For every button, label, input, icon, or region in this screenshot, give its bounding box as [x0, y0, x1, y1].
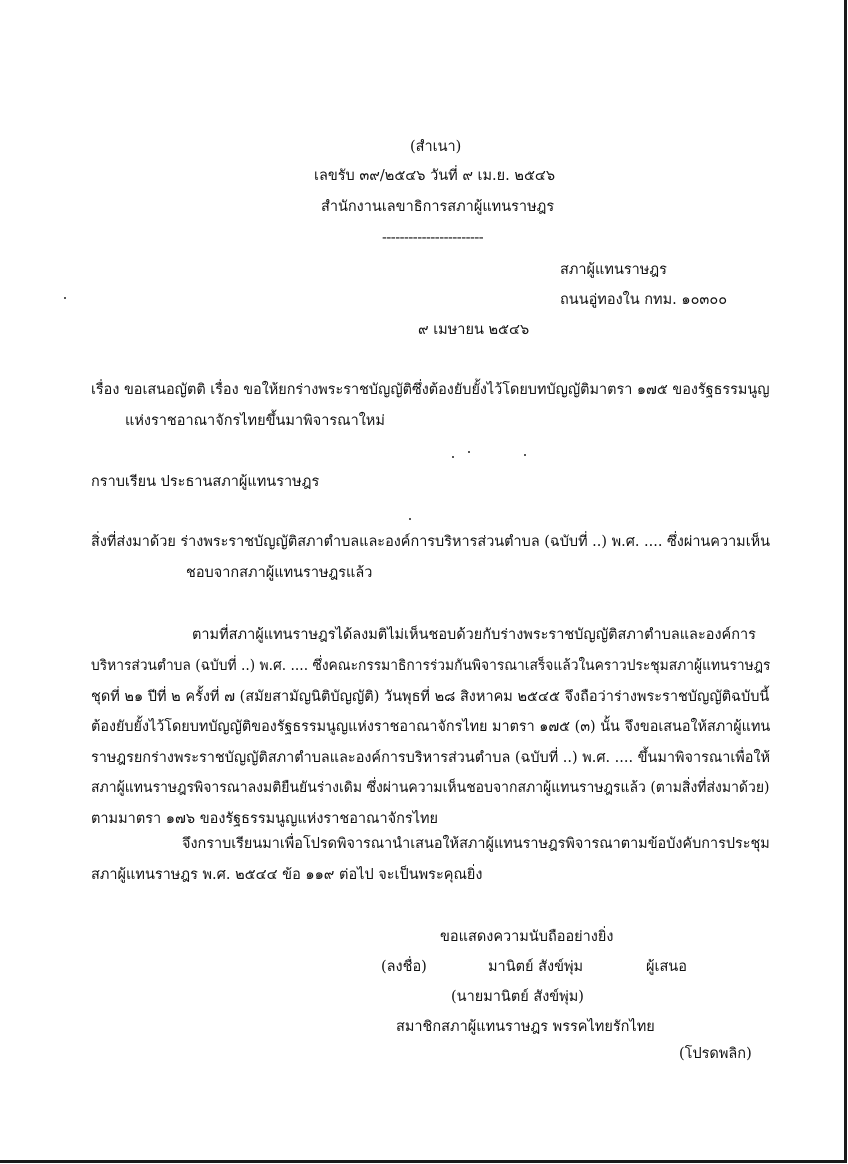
receipt-line: เลขรับ ๓๙/๒๕๔๖ วันที่ ๙ เม.ย. ๒๕๔๖ [314, 168, 556, 184]
copy-note: (สำเนา) [410, 139, 462, 155]
closing-regards: ขอแสดงความนับถืออย่างยิ่ง [440, 929, 614, 945]
scan-speck [468, 451, 470, 453]
signed-label: (ลงชื่อ) [381, 959, 427, 975]
office-name: สำนักงานเลขาธิการสภาผู้แทนราษฎร [321, 199, 555, 215]
body-paragraph-1-line: สภาผู้แทนราษฎรพิจารณาลงมติยืนยันร่างเดิม ซึ่งผ่านความเห็นชอบจากสภาผู้แทนราษฎรแล้ว (ตามสิ่งที่ส่งมาด้วย) [91, 780, 770, 796]
enclosure-line-2: ชอบจากสภาผู้แทนราษฎรแล้ว [186, 565, 373, 581]
body-paragraph-1-line: ตามที่สภาผู้แทนราษฎรได้ลงมติไม่เห็นชอบด้วยกับร่างพระราชบัญญัติสภาตำบลและองค์การ [192, 627, 756, 643]
body-paragraph-1-line: ชุดที่ ๒๑ ปีที่ ๒ ครั้งที่ ๗ (สมัยสามัญนิติบัญญัติ) วันพุธที่ ๒๘ สิงหาคม ๒๕๔๕ จึงถือว่าร่างพระราชบัญญัติฉบับนี้ [91, 689, 770, 705]
address-line-1: สภาผู้แทนราษฎร [560, 262, 667, 278]
member-position: สมาชิกสภาผู้แทนราษฎร พรรคไทยรักไทย [396, 1019, 655, 1035]
body-paragraph-2-line: จึงกราบเรียนมาเพื่อโปรดพิจารณานำเสนอให้สภาผู้แทนราษฎรพิจารณาตามข้อบังคับการประชุม [182, 836, 770, 852]
enclosure-line-1: สิ่งที่ส่งมาด้วย ร่างพระราชบัญญัติสภาตำบลและองค์การบริหารส่วนตำบล (ฉบับที่ ..) พ.ศ. .... ซึ่งผ่านความเห็น [91, 534, 771, 550]
header-divider: ----------------------- [382, 230, 484, 246]
proposer-label: ผู้เสนอ [646, 959, 687, 975]
salutation: กราบเรียน ประธานสภาผู้แทนราษฎร [91, 474, 320, 490]
scan-speck [64, 297, 66, 299]
body-paragraph-1-line: ตามมาตรา ๑๗๖ ของรัฐธรรมนูญแห่งราชอาณาจักรไทย [91, 811, 439, 827]
subject-line-1: เรื่อง ขอเสนอญัตติ เรื่อง ขอให้ยกร่างพระราชบัญญัติซึ่งต้องยับยั้งไว้โดยบทบัญญัติมาตรา ๑๗๕ ของรัฐธรรมนูญ [91, 382, 770, 398]
body-paragraph-1-line: ต้องยับยั้งไว้โดยบทบัญญัติของรัฐธรรมนูญแห่งราชอาณาจักรไทย มาตรา ๑๗๕ (๓) นั้น จึงขอเสนอให้สภาผู้แทน [91, 719, 771, 735]
body-paragraph-2-line: สภาผู้แทนราษฎร พ.ศ. ๒๕๔๔ ข้อ ๑๑๙ ต่อไป จะเป็นพระคุณยิ่ง [91, 867, 483, 883]
printed-name: (นายมานิตย์ สังข์พุ่ม) [451, 989, 584, 1005]
scan-speck [452, 456, 454, 458]
body-paragraph-1-line: ราษฎรยกร่างพระราชบัญญัติสภาตำบลและองค์การบริหารส่วนตำบล (ฉบับที่ ..) พ.ศ. .... ขึ้นมาพิจารณาเพื่อให้ [91, 750, 771, 766]
address-line-2: ถนนอู่ทองใน กทม. ๑๐๓๐๐ [560, 292, 728, 308]
letter-date: ๙ เมษายน ๒๕๔๖ [418, 322, 530, 338]
subject-line-2: แห่งราชอาณาจักรไทยขึ้นมาพิจารณาใหม่ [125, 413, 385, 429]
body-paragraph-1-line: บริหารส่วนตำบล (ฉบับที่ ..) พ.ศ. .... ซึ่งคณะกรรมาธิการร่วมกันพิจารณาเสร็จแล้วในคราวประชุมสภาผู้แทนราษฎร [91, 658, 771, 674]
scan-speck [409, 518, 411, 520]
turn-over-note: (โปรดพลิก) [679, 1046, 752, 1062]
signature-name: มานิตย์ สังข์พุ่ม [488, 959, 584, 975]
scan-speck [524, 454, 526, 456]
